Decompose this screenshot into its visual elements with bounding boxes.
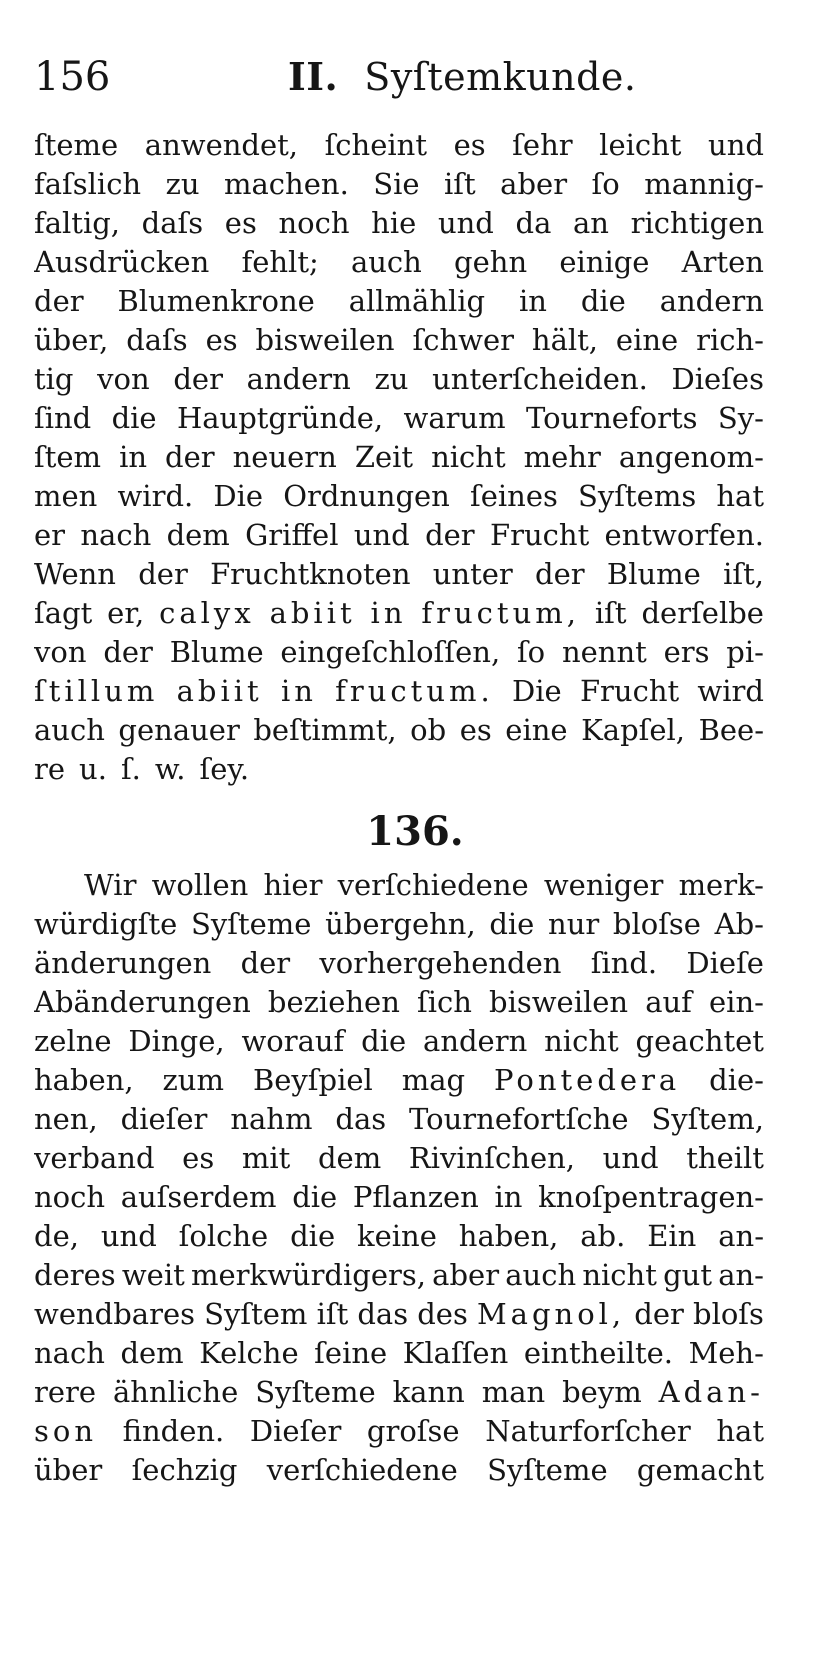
text-line	[34, 711, 764, 750]
word: ſo	[516, 635, 546, 669]
word: ſeine	[314, 1336, 388, 1370]
page-number: 156	[34, 54, 111, 100]
word: auf	[645, 985, 692, 1019]
word: dem	[317, 1141, 382, 1175]
word: die	[290, 1219, 336, 1253]
word: Kapſel,	[581, 713, 686, 747]
word: das	[335, 1102, 387, 1136]
paragraph-2	[34, 866, 764, 1490]
word: anwendet,	[144, 128, 299, 162]
word: finden.	[122, 1414, 225, 1448]
word: unter	[432, 557, 513, 591]
word: übergehn,	[325, 907, 476, 941]
word: ſagt	[34, 596, 93, 630]
word: Griffel	[245, 518, 339, 552]
word: und	[602, 1141, 659, 1175]
word: haben,	[34, 1063, 134, 1097]
word: worauf	[241, 1024, 345, 1058]
word: andern	[423, 1024, 528, 1058]
word: Wir	[84, 868, 137, 902]
word: Syſteme	[487, 1453, 608, 1487]
word: der	[173, 362, 223, 396]
word: ſich	[416, 985, 472, 1019]
word: Sy-	[717, 401, 764, 435]
running-head	[34, 52, 764, 102]
word: an	[573, 206, 609, 240]
word: nach	[80, 518, 152, 552]
text-line	[34, 983, 764, 1022]
word: u.	[79, 752, 107, 786]
text-line	[34, 1295, 764, 1334]
word: ſtillum	[34, 674, 159, 708]
word: beziehen	[267, 985, 400, 1019]
word: Sie	[373, 167, 420, 201]
word: Blume	[606, 557, 701, 591]
word: nennt	[561, 635, 647, 669]
text-line	[34, 126, 764, 165]
word: abiit	[176, 674, 263, 708]
word: dem	[120, 1336, 184, 1370]
word: Arten	[681, 245, 764, 279]
text-line	[34, 555, 764, 594]
word: der	[165, 440, 215, 474]
word: Ab-	[714, 907, 764, 941]
word: dem	[166, 518, 230, 552]
word: Bee-	[698, 713, 764, 747]
word: änderungen	[34, 946, 212, 980]
word: eintheilte.	[523, 1336, 674, 1370]
word: bloſse	[612, 907, 701, 941]
word: Rivinſchen,	[408, 1141, 576, 1175]
word: pi-	[726, 635, 764, 669]
text-line	[34, 672, 764, 711]
word: faltig,	[34, 206, 121, 240]
word: Die	[511, 674, 562, 708]
word: es	[224, 206, 257, 240]
word: auch	[34, 713, 105, 747]
word: warum	[403, 401, 506, 435]
word: tig	[34, 362, 74, 396]
word: Syſtem	[204, 1297, 308, 1331]
word: iſt	[316, 1297, 349, 1331]
word: Dinge,	[128, 1024, 225, 1058]
word: ſey.	[199, 752, 250, 786]
text-line	[34, 905, 764, 944]
word: da	[515, 206, 552, 240]
word: wollen	[151, 868, 249, 902]
word: der	[240, 946, 291, 980]
word: das	[357, 1297, 409, 1331]
word: Meh-	[688, 1336, 764, 1370]
word: einige	[559, 245, 650, 279]
word: Blume	[169, 635, 264, 669]
word: Ausdrücken	[34, 245, 210, 279]
word: ſolche	[178, 1219, 269, 1253]
word: abiit	[269, 596, 356, 630]
word: Pflanzen	[352, 1180, 479, 1214]
word: ſind.	[590, 946, 658, 980]
text-line	[34, 1451, 764, 1490]
word: Abänderungen	[34, 985, 251, 1019]
word: nicht	[544, 1024, 619, 1058]
word: fructum,	[421, 596, 580, 630]
word: über	[34, 1453, 103, 1487]
word: weniger	[543, 868, 664, 902]
word: vorhergehenden	[319, 946, 562, 980]
word: auſserdem	[120, 1180, 277, 1214]
word: die-	[709, 1063, 764, 1097]
word: es	[182, 1141, 215, 1175]
word: und	[353, 518, 410, 552]
word: die	[489, 907, 535, 941]
word: Tourneforts	[526, 401, 698, 435]
word: merk-	[678, 868, 764, 902]
word: Naturforſcher	[485, 1414, 691, 1448]
word: über,	[34, 323, 109, 357]
word: leicht	[599, 128, 682, 162]
word: ſ.	[120, 752, 141, 786]
word: zu	[165, 167, 200, 201]
word: eingeſchloſſen,	[280, 635, 501, 669]
word: nur	[548, 907, 600, 941]
word: hat	[716, 479, 764, 513]
text-line	[34, 1100, 764, 1139]
word: in	[370, 596, 407, 630]
word: re	[34, 752, 66, 786]
word: Kelche	[199, 1336, 299, 1370]
word: er	[34, 518, 66, 552]
word: nen,	[34, 1102, 98, 1136]
word: der	[34, 284, 84, 318]
word: Die	[213, 479, 264, 513]
word: dieſer	[120, 1102, 208, 1136]
word: w.	[154, 752, 186, 786]
word: und	[100, 1219, 157, 1253]
section-number: 136.	[366, 808, 464, 855]
word: es	[453, 128, 486, 162]
word: in	[518, 284, 547, 318]
word: Frucht	[579, 674, 680, 708]
word: verſchiedene	[266, 1453, 458, 1487]
text-line	[34, 360, 764, 399]
word: ers	[663, 635, 710, 669]
word: und	[437, 206, 494, 240]
word: Dieſe	[686, 946, 764, 980]
word: weit	[121, 1258, 185, 1292]
word: aber	[500, 167, 568, 201]
word: der	[103, 635, 153, 669]
word: de,	[34, 1219, 79, 1253]
word: der	[138, 557, 188, 591]
word: hie	[371, 206, 417, 240]
word: neuern	[232, 440, 337, 474]
word: nicht	[431, 440, 506, 474]
text-line	[34, 399, 764, 438]
word: ab.	[580, 1219, 626, 1253]
word: eine	[505, 713, 568, 747]
text-line	[34, 1217, 764, 1256]
word: würdigſte	[34, 907, 178, 941]
word: Adan-	[658, 1375, 764, 1409]
word: wird.	[117, 479, 194, 513]
chapter-title	[288, 52, 637, 102]
word: son	[34, 1414, 98, 1448]
word: ob	[410, 713, 447, 747]
word: gut	[663, 1258, 712, 1292]
word: fehlt;	[241, 245, 319, 279]
text-line	[34, 282, 764, 321]
text-line	[34, 866, 764, 905]
word: und	[708, 128, 764, 162]
word: iſt	[444, 167, 476, 201]
word: ſcheint	[324, 128, 427, 162]
word: bisweilen	[489, 985, 629, 1019]
word: daſs	[126, 323, 188, 357]
word: in	[119, 440, 148, 474]
word: Syſteme	[190, 907, 312, 941]
word: Frucht	[489, 518, 590, 552]
text-line	[34, 1412, 764, 1451]
text-line	[34, 1022, 764, 1061]
word: aber	[432, 1258, 500, 1292]
word: calyx	[159, 596, 255, 630]
word: ſo	[591, 167, 620, 201]
text-line	[34, 438, 764, 477]
word: die	[580, 284, 626, 318]
word: Zeit	[354, 440, 414, 474]
word: gehn	[454, 245, 528, 279]
word: daſs	[141, 206, 204, 240]
word: ſehr	[512, 128, 573, 162]
chapter-roman: II.	[288, 54, 339, 99]
word: bisweilen	[255, 323, 395, 357]
word: von	[97, 362, 150, 396]
word: zum	[162, 1063, 224, 1097]
text-line	[34, 165, 764, 204]
word: ein-	[709, 985, 764, 1019]
word: nach	[34, 1336, 105, 1370]
word: genauer	[118, 713, 240, 747]
word: ähnliche	[112, 1375, 239, 1409]
text-line	[34, 944, 764, 983]
word: wendbares	[34, 1297, 195, 1331]
word: iſt,	[723, 557, 764, 591]
word: von	[34, 635, 87, 669]
word: Syſtems	[578, 479, 697, 513]
word: hier	[263, 868, 323, 902]
word: die	[292, 1180, 338, 1214]
word: Pontedera	[494, 1063, 681, 1097]
word: auch	[505, 1258, 577, 1292]
word: noch	[278, 206, 350, 240]
word: ſechzig	[131, 1453, 238, 1487]
word: in	[280, 674, 317, 708]
text-line	[34, 1256, 764, 1295]
word: andern	[246, 362, 351, 396]
text-line	[34, 594, 764, 633]
word: ſchwer	[412, 323, 515, 357]
word: Fruchtknoten	[210, 557, 411, 591]
word: der	[425, 518, 475, 552]
word: gemacht	[636, 1453, 764, 1487]
text-line	[34, 1373, 764, 1412]
word: mag	[401, 1063, 466, 1097]
word: nahm	[230, 1102, 313, 1136]
word: hat	[716, 1414, 764, 1448]
word: an-	[718, 1219, 764, 1253]
word: es	[459, 713, 492, 747]
word: hält,	[531, 323, 599, 357]
paragraph-1	[34, 126, 764, 789]
text-line	[34, 477, 764, 516]
word: angenom-	[618, 440, 764, 474]
word: eine	[615, 323, 679, 357]
word: bloſs	[693, 1297, 764, 1331]
word: ſtem	[34, 440, 102, 474]
word: Dieſes	[671, 362, 764, 396]
text-line	[34, 516, 764, 555]
word: die	[361, 1024, 407, 1058]
word: nicht	[582, 1258, 657, 1292]
text-line	[34, 750, 764, 789]
word: groſse	[366, 1414, 460, 1448]
word: men	[34, 479, 98, 513]
word: entworfen.	[604, 518, 764, 552]
word: rere	[34, 1375, 97, 1409]
word: kann	[392, 1375, 465, 1409]
word: verband	[34, 1141, 155, 1175]
word: an-	[718, 1258, 764, 1292]
word: haben,	[458, 1219, 559, 1253]
word: unterſcheiden.	[432, 362, 648, 396]
word: ſind	[34, 401, 92, 435]
text-line	[34, 1334, 764, 1373]
word: Ordnungen	[283, 479, 450, 513]
word: auch	[350, 245, 422, 279]
word: rich-	[696, 323, 764, 357]
word: es	[205, 323, 238, 357]
word: Syſtem,	[651, 1102, 764, 1136]
text-line	[34, 633, 764, 672]
text-line	[34, 204, 764, 243]
word: Beyſpiel	[252, 1063, 373, 1097]
word: knoſpentragen-	[538, 1180, 764, 1214]
word: keine	[357, 1219, 437, 1253]
word: mannig-	[644, 167, 764, 201]
word: deres	[34, 1258, 116, 1292]
text-line	[34, 1139, 764, 1178]
word: noch	[34, 1180, 106, 1214]
word: des	[417, 1297, 468, 1331]
word: theilt	[686, 1141, 764, 1175]
word: man	[481, 1375, 546, 1409]
word: merkwürdigers,	[190, 1258, 426, 1292]
word: beym	[562, 1375, 642, 1409]
word: Dieſer	[249, 1414, 342, 1448]
word: zelne	[34, 1024, 112, 1058]
word: in	[494, 1180, 523, 1214]
word: Wenn	[34, 557, 116, 591]
word: mehr	[523, 440, 601, 474]
word: Ein	[647, 1219, 697, 1253]
word: der	[535, 557, 585, 591]
word: beſtimmt,	[253, 713, 397, 747]
word: er,	[107, 596, 145, 630]
chapter-name: Syſtemkunde.	[364, 55, 637, 99]
text-line	[34, 1061, 764, 1100]
word: fructum.	[335, 674, 494, 708]
word: andern	[659, 284, 764, 318]
text-line	[34, 321, 764, 360]
word: geachtet	[635, 1024, 764, 1058]
text-line	[34, 1178, 764, 1217]
word: derſelbe	[641, 596, 764, 630]
word: iſt	[594, 596, 627, 630]
word: wird	[697, 674, 764, 708]
word: zu	[374, 362, 409, 396]
word: Tournefortſche	[409, 1102, 629, 1136]
word: ſeines	[470, 479, 558, 513]
text-line	[34, 243, 764, 282]
word: Blumenkrone	[117, 284, 315, 318]
word: Magnol,	[476, 1297, 626, 1331]
word: Klaſſen	[402, 1336, 509, 1370]
word: Syſteme	[255, 1375, 376, 1409]
word: allmählig	[348, 284, 486, 318]
word: richtigen	[630, 206, 764, 240]
word: Hauptgründe,	[176, 401, 384, 435]
word: verſchiedene	[337, 868, 529, 902]
word: der	[634, 1297, 684, 1331]
word: machen.	[224, 167, 349, 201]
word: ſteme	[34, 128, 119, 162]
word: faſslich	[34, 167, 142, 201]
word: mit	[241, 1141, 291, 1175]
word: die	[111, 401, 157, 435]
